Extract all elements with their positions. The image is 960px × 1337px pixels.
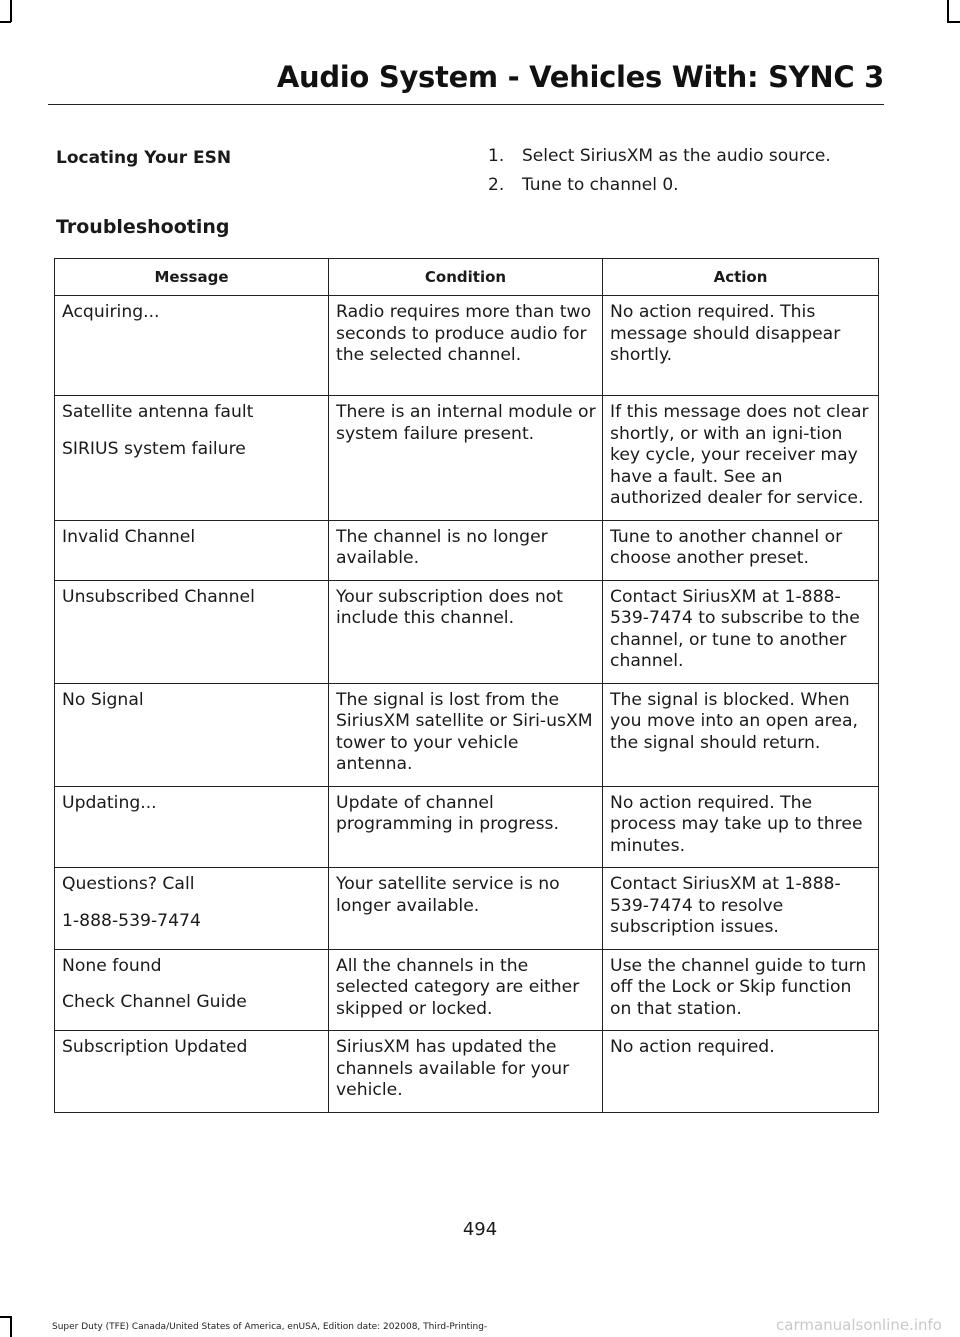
- condition-cell: The channel is no longer available.: [329, 520, 603, 580]
- table-row: [55, 520, 879, 580]
- message-text: No Signal: [62, 689, 144, 710]
- column-header-condition: Condition: [329, 259, 603, 296]
- crop-mark: [947, 0, 949, 22]
- condition-cell: The signal is lost from the SiriusXM satellite or Siri-usXM tower to your vehicle antenna.: [329, 683, 603, 786]
- table-row: [55, 949, 879, 1031]
- message-cell: [55, 786, 329, 868]
- condition-cell: Radio requires more than two seconds to produce audio for the selected channel.: [329, 296, 603, 396]
- action-cell: The signal is blocked. When you move into an open area, the signal should return.: [603, 683, 879, 786]
- message-cell: [55, 868, 329, 950]
- action-cell: Use the channel guide to turn off the Lock or Skip function on that station.: [603, 949, 879, 1031]
- crop-mark: [10, 0, 12, 22]
- crop-mark: [947, 21, 960, 23]
- message-cell: [55, 683, 329, 786]
- steps-list: [488, 146, 831, 204]
- condition-cell: Update of channel programming in progress.: [329, 786, 603, 868]
- condition-cell: SiriusXM has updated the channels available for your vehicle.: [329, 1031, 603, 1113]
- step-text: Select SiriusXM as the audio source.: [522, 146, 831, 166]
- list-item: [488, 175, 831, 204]
- crop-mark: [0, 1316, 11, 1318]
- table-header-row: [55, 259, 879, 296]
- action-cell: No action required.: [603, 1031, 879, 1113]
- table-row: [55, 868, 879, 950]
- message-text: SIRIUS system failure: [62, 438, 246, 459]
- crop-mark: [10, 1316, 12, 1337]
- condition-cell: All the channels in the selected category are either skipped or locked.: [329, 949, 603, 1031]
- troubleshooting-heading: Troubleshooting: [56, 216, 230, 238]
- troubleshooting-table: [54, 258, 879, 1113]
- table-row: [55, 580, 879, 683]
- message-text: Subscription Updated: [62, 1037, 248, 1057]
- action-cell: No action required. The process may take up to three minutes.: [603, 786, 879, 868]
- condition-cell: Your satellite service is no longer available.: [329, 868, 603, 950]
- locating-esn-heading: Locating Your ESN: [56, 148, 232, 168]
- action-cell: Contact SiriusXM at 1-888-539-7474 to resolve subscription issues.: [603, 868, 879, 950]
- column-header-message: Message: [55, 259, 329, 296]
- message-text: Updating...: [62, 792, 157, 813]
- table-row: [55, 296, 879, 396]
- message-text: Invalid Channel: [62, 526, 196, 547]
- step-text: Tune to channel 0.: [522, 175, 679, 195]
- message-text: Check Channel Guide: [62, 992, 247, 1012]
- message-cell: [55, 580, 329, 683]
- page-header-title: Audio System - Vehicles With: SYNC 3: [276, 60, 884, 94]
- action-cell: No action required. This message should disappear shortly.: [603, 296, 879, 396]
- message-text: None found: [62, 955, 162, 976]
- crop-mark: [0, 21, 11, 23]
- column-header-action: Action: [603, 259, 879, 296]
- message-text: Unsubscribed Channel: [62, 586, 255, 607]
- action-cell: If this message does not clear shortly, or with an igni-tion key cycle, your receiver may have a fault. See an authorized dealer for service.: [603, 396, 879, 521]
- table-row: [55, 683, 879, 786]
- table-row: [55, 786, 879, 868]
- message-cell: [55, 520, 329, 580]
- message-cell: [55, 396, 329, 521]
- condition-cell: There is an internal module or system failure present.: [329, 396, 603, 521]
- message-cell: [55, 949, 329, 1031]
- table-row: [55, 396, 879, 521]
- footer-edition-info: Super Duty (TFE) Canada/United States of America, enUSA, Edition date: 202008, Third-Printing-: [52, 1322, 488, 1332]
- message-text: 1-888-539-7474: [62, 910, 201, 931]
- action-cell: Tune to another channel or choose another preset.: [603, 520, 879, 580]
- table-row: [55, 1031, 879, 1113]
- header-divider: [48, 104, 884, 105]
- message-cell: [55, 296, 329, 396]
- action-cell: Contact SiriusXM at 1-888-539-7474 to subscribe to the channel, or tune to another channel.: [603, 580, 879, 683]
- condition-cell: Your subscription does not include this channel.: [329, 580, 603, 683]
- message-text: Acquiring...: [62, 302, 160, 322]
- message-cell: [55, 1031, 329, 1113]
- step-number: 2.: [488, 175, 505, 195]
- message-text: Satellite antenna fault: [62, 402, 254, 422]
- page-number: 494: [462, 1219, 498, 1240]
- watermark: carmanualsonline.info: [776, 1316, 942, 1334]
- list-item: [488, 146, 831, 175]
- message-text: Questions? Call: [62, 874, 195, 894]
- step-number: 1.: [488, 146, 505, 166]
